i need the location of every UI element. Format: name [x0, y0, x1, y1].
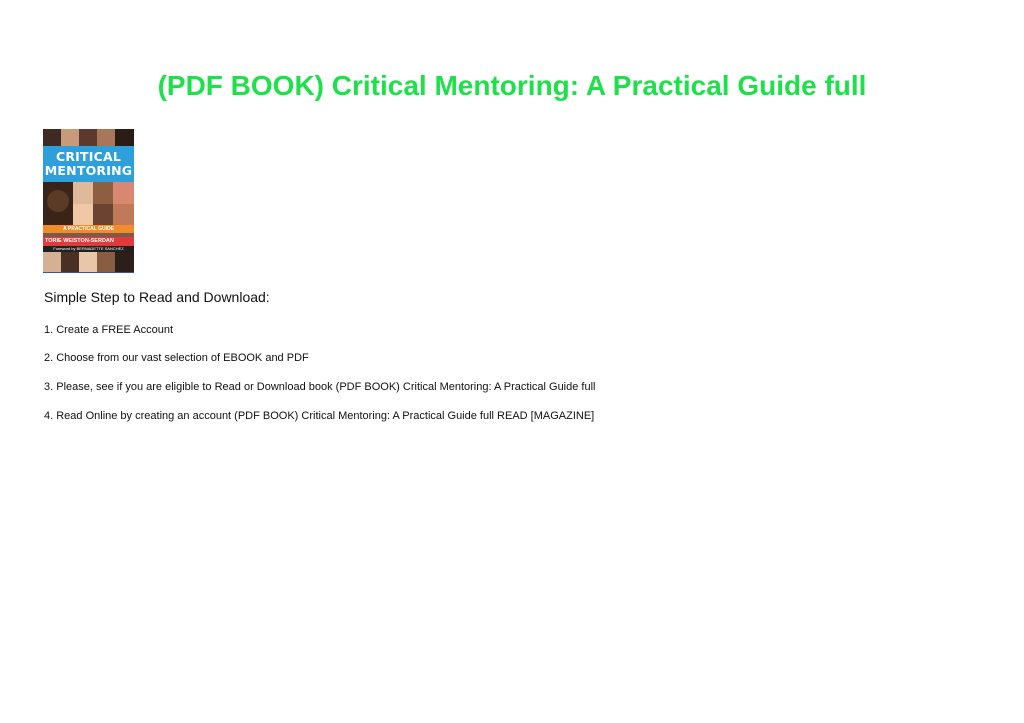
cover-title-band [43, 146, 134, 182]
step-item: 2. Choose from our vast selection of EBOOK and PDF [44, 352, 309, 364]
cover-subtitle: A PRACTICAL GUIDE [43, 225, 134, 233]
step-item: 4. Read Online by creating an account (PDF BOOK) Critical Mentoring: A Practical Guide full READ [MAGAZINE] [44, 410, 595, 422]
cover-title-line1: CRITICAL [55, 149, 122, 164]
book-cover-image[interactable] [43, 129, 134, 272]
step-item: 1. Create a FREE Account [44, 324, 174, 336]
cover-link-underline [43, 272, 134, 273]
cover-author: TORIE WEISTON-SERDAN [43, 237, 134, 246]
steps-heading: Simple Step to Read and Download: [44, 289, 270, 305]
cover-title-line2: MENTORING [44, 163, 133, 178]
step-item: 3. Please, see if you are eligible to Read or Download book (PDF BOOK) Critical Mentoring: A Practical Guide full [44, 381, 596, 393]
cover-foreword: Foreword by BERNADETTE SANCHEZ [43, 246, 134, 252]
document-title: (PDF BOOK) Critical Mentoring: A Practical Guide full [157, 70, 867, 101]
